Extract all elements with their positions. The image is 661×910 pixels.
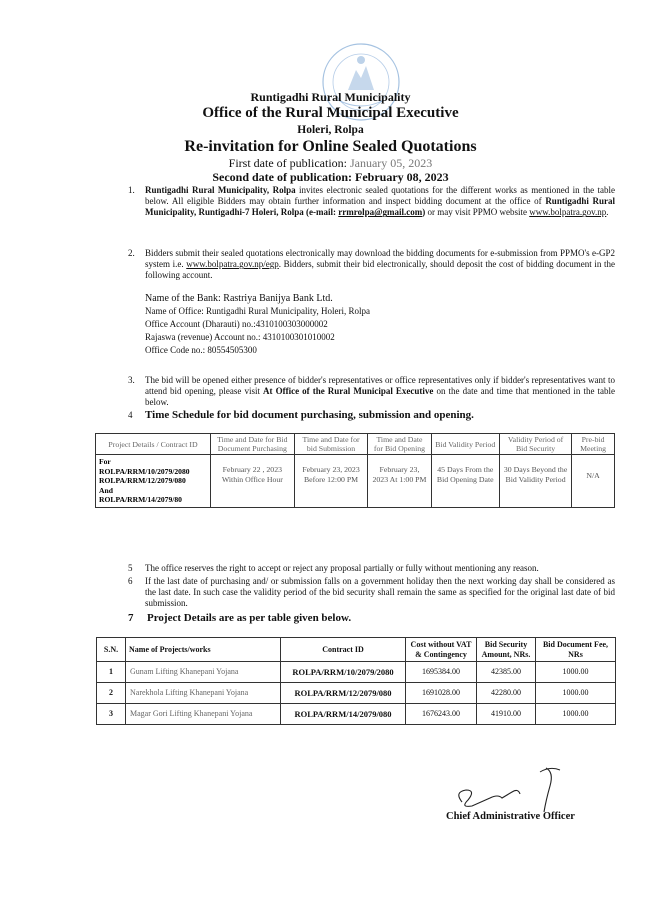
col-header: Cost without VAT & Contingency [406, 638, 477, 662]
col-header: Time and Date for Bid Opening [368, 434, 431, 455]
col-header: Validity Period of Bid Security [500, 434, 572, 455]
notice-title: Re-invitation for Online Sealed Quotations [184, 138, 477, 155]
municipality-name: Runtigadhi Rural Municipality [250, 90, 411, 104]
website-link[interactable]: www.bolpatra.gov.np [529, 207, 607, 218]
col-header: Contract ID [281, 638, 406, 662]
opening-time: February 23, 2023 At 1:00 PM [368, 455, 431, 508]
table-row: 3 Magar Gori Lifting Khanepani Yojana ROLPA/RRM/14/2079/080 1676243.00 41910.00 1000.00 [97, 704, 616, 725]
prebid-meeting: N/A [572, 455, 615, 508]
projects-table [96, 637, 616, 725]
office-code: Office Code no.: 80554505300 [145, 345, 257, 355]
item-number: 4 [128, 410, 133, 420]
purchase-time: February 22 , 2023 Within Office Hour [211, 455, 295, 508]
col-header: Name of Projects/works [126, 638, 281, 662]
item-number: 7 [128, 612, 134, 624]
item-number: 5 [128, 563, 133, 573]
schedule-table [95, 433, 615, 508]
rajaswa-account: Rajaswa (revenue) Account no.: 4310100301010002 [145, 332, 335, 342]
bank-name: Name of the Bank: Rastriya Banijya Bank Ltd. [145, 293, 333, 304]
item-1-text: Runtigadhi Rural Municipality, Rolpa invites electronic sealed quotations for the different works as mentioned in the table below. All eligible Bidders may obtain further information and inspect bidding document at the office of Runtigadhi Rural Municipality, Runtigadhi-7 Holeri, Rolpa (e-mail: rrmrolpa@gmail.com) or may visit PPMO website www.bolpatra.gov.np. [145, 185, 615, 218]
col-header: Pre-bid Meeting [572, 434, 615, 455]
item-number: 3. [128, 375, 135, 385]
table-row: 1 Gunam Lifting Khanepani Yojana ROLPA/RRM/10/2079/2080 1695384.00 42385.00 1000.00 [97, 662, 616, 683]
egp-link[interactable]: www.bolpatra.gov.np/egp [186, 259, 279, 270]
office-account: Office Account (Dharauti) no.:4310100303000002 [145, 319, 328, 329]
table-row [96, 455, 615, 508]
item-2-text: Bidders submit their sealed quotations electronically may download the bidding documents for e-submission from PPMO's e-GP2 system i.e. www.bolpatra.gov.np/egp. Bidders, submit their bid electronically, should deposit the cost of bidding document in the following account. [145, 248, 615, 281]
schedule-heading: Time Schedule for bid document purchasing, submission and opening. [145, 409, 474, 421]
table-row: 2 Narekhola Lifting Khanepani Yojana ROLPA/RRM/12/2079/080 1691028.00 42280.00 1000.00 [97, 683, 616, 704]
item-5-text: The office reserves the right to accept or reject any proposal partially or fully without mentioning any reason. [145, 563, 539, 573]
col-header: Bid Document Fee, NRs [536, 638, 616, 662]
item-number: 2. [128, 248, 135, 258]
office-name: Office of the Rural Municipal Executive [202, 105, 459, 121]
email-link[interactable]: rrmrolpa@gmail.com [338, 207, 423, 218]
col-header: S.N. [97, 638, 126, 662]
item-number: 6 [128, 576, 133, 586]
signature-title: Chief Administrative Officer [446, 811, 575, 822]
first-publication-date: First date of publication: January 05, 2023 [228, 156, 433, 170]
col-header: Project Details / Contract ID [96, 434, 211, 455]
handwritten-signature [450, 764, 580, 814]
second-publication-date: Second date of publication: February 08, 2023 [212, 170, 449, 184]
item-6-text: If the last date of purchasing and/ or submission falls on a government holiday then the next working day shall be considered as the last date. In such case the validity period of the bid security shall remain the same as specified for the original last date of bid submission. [145, 576, 615, 609]
col-header: Bid Security Amount, NRs. [477, 638, 536, 662]
col-header: Bid Validity Period [431, 434, 499, 455]
projects-heading: Project Details are as per table given below. [147, 612, 352, 624]
submission-time: February 23, 2023 Before 12:00 PM [294, 455, 368, 508]
item-3-text: The bid will be opened either presence of bidder's representatives or office representatives only if bidder's representatives want to attend bid opening, please visit At Office of the Rural Municipal Executive on the date and time that mentioned in the table below. [145, 375, 615, 408]
bank-details [145, 292, 370, 357]
col-header: Time and Date for bid Submission [294, 434, 368, 455]
item-number: 1. [128, 185, 135, 195]
office-location: Holeri, Rolpa [297, 124, 364, 136]
col-header: Time and Date for Bid Document Purchasing [211, 434, 295, 455]
bank-office: Name of Office: Runtigadhi Rural Municipality, Holeri, Rolpa [145, 306, 370, 316]
security-validity: 30 Days Beyond the Bid Validity Period [500, 455, 572, 508]
bid-validity: 45 Days From the Bid Opening Date [431, 455, 499, 508]
contract-list: For ROLPA/RRM/10/2079/2080 ROLPA/RRM/12/2079/080 And ROLPA/RRM/14/2079/80 [96, 455, 211, 508]
